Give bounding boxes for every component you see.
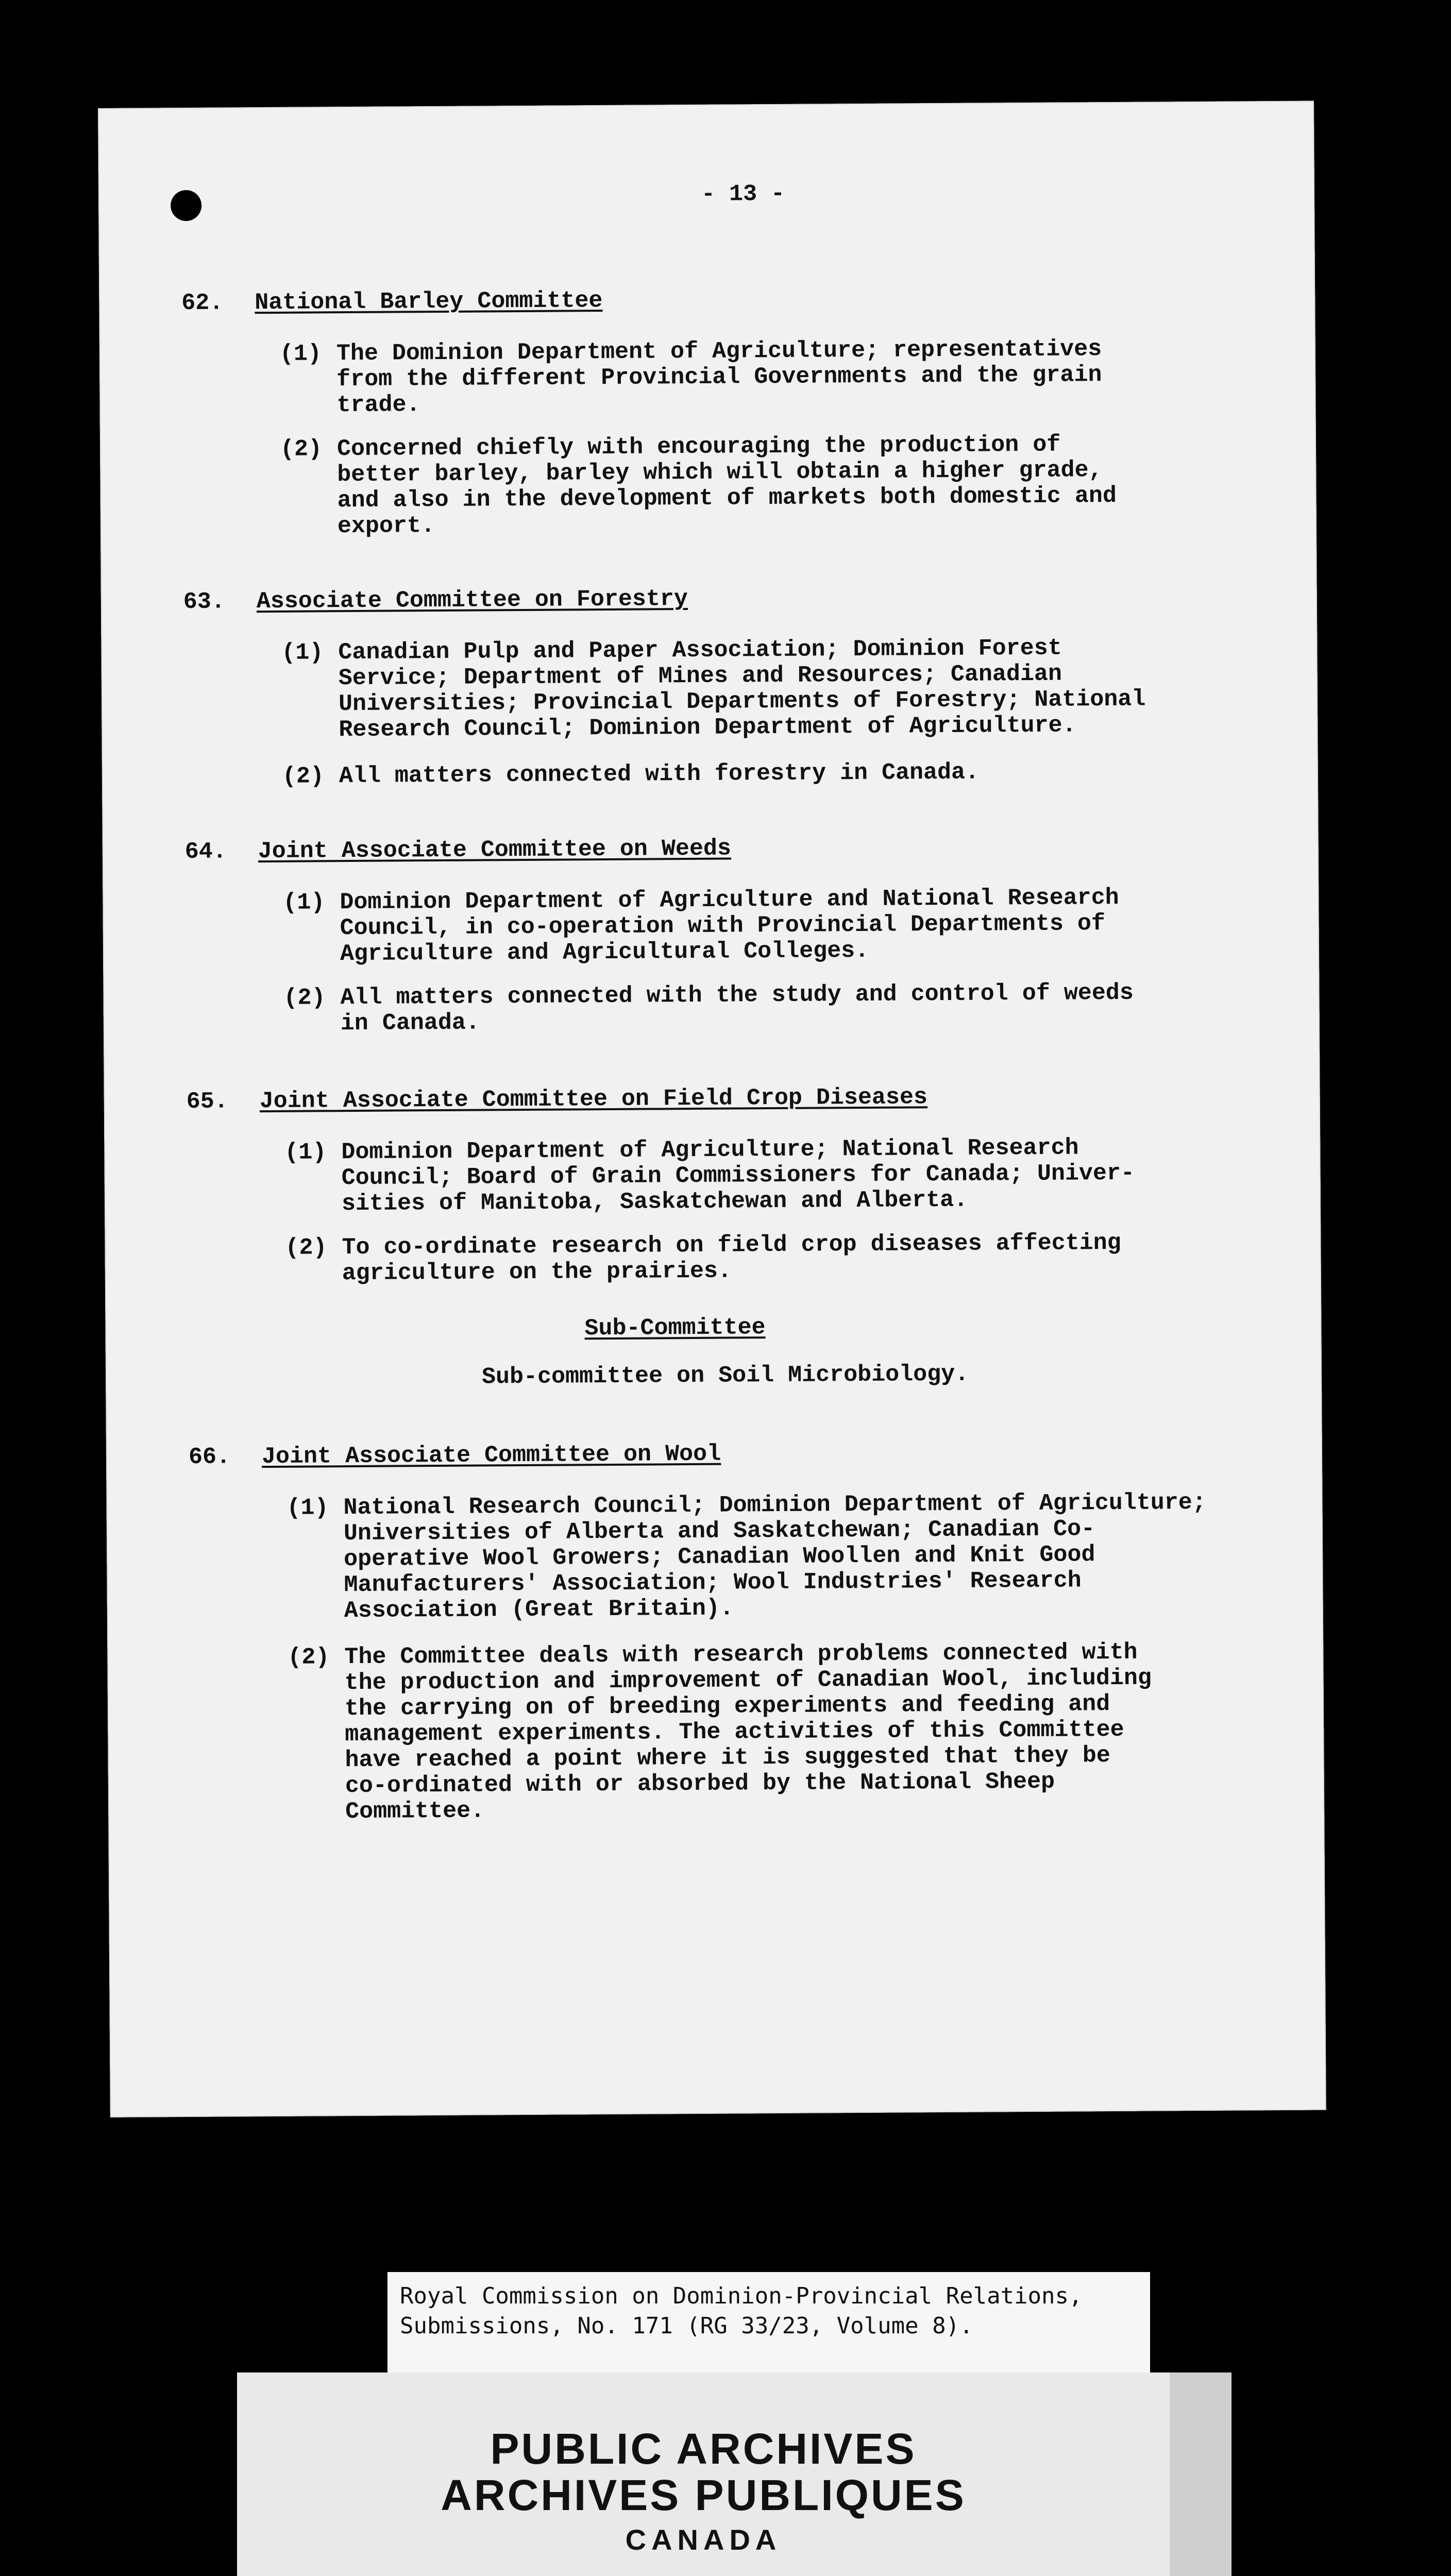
section-63 — [183, 583, 1318, 790]
section-title: Associate Committee on Forestry — [256, 586, 688, 615]
list-item — [283, 884, 1119, 993]
item-number: (1) — [286, 1495, 329, 1521]
section-number: 63. — [183, 588, 226, 616]
section-title: Joint Associate Committee on Field Crop Diseases — [259, 1084, 928, 1115]
item-text: All matters connected with the study and control of weeds in Canada. — [340, 979, 1134, 1037]
subheading: Sub-Committee — [584, 1314, 766, 1342]
page-number: - 13 - — [701, 180, 785, 208]
section-66 — [188, 1438, 1323, 1825]
section-number: 62. — [181, 290, 224, 317]
item-number: (1) — [279, 341, 322, 367]
section-62 — [181, 284, 1316, 540]
section-number: 65. — [186, 1088, 228, 1115]
stamp-line-canada: CANADA — [625, 2523, 782, 2556]
item-text: All matters connected with forestry in Canada. — [339, 759, 980, 790]
item-text: To co-ordinate research on field crop diseases affecting agriculture on the prairies. — [342, 1229, 1121, 1287]
typed-document-page — [98, 101, 1326, 2117]
subheading-text: Sub-committee on Soil Microbiology. — [481, 1361, 969, 1391]
item-text: Concerned chiefly with encouraging the production of better barley, barley which will obtain a higher grade, and also in the development of markets both domestic and export. — [336, 431, 1117, 540]
item-text: Dominion Department of Agriculture; National Research Council; Board of Grain Commissioners for Canada; Univer- sities of Manitoba, Saskatchewan and Alberta. — [341, 1134, 1135, 1217]
item-number: (1) — [281, 639, 324, 666]
item-text: The Dominion Department of Agriculture; representatives from the different Provincial Governments and the grain trade. — [336, 336, 1102, 419]
stamp-line-archives-publiques: ARCHIVES PUBLIQUES — [441, 2471, 966, 2519]
item-number: (2) — [288, 1644, 330, 1671]
item-number: (2) — [283, 985, 326, 1011]
archives-stamp — [237, 2372, 1231, 2576]
list-item — [288, 1639, 1152, 1825]
reference-card: Royal Commission on Dominion-Provincial Relations, Submissions, No. 171 (RG 33/23, Volume 8). — [387, 2272, 1150, 2375]
section-65 — [186, 1082, 1321, 1391]
section-number: 64. — [184, 838, 227, 865]
item-text: Canadian Pulp and Paper Association; Dominion Forest Service; Department of Mines and Resources; Canadian Universities; Provincial Departments of Forestry; National Research Council; Dominion Department of Agriculture. — [338, 635, 1146, 743]
item-number: (2) — [282, 763, 325, 790]
list-item — [281, 635, 1146, 743]
section-64 — [184, 833, 1320, 1037]
item-number: (1) — [284, 1139, 327, 1166]
item-text: National Research Council; Dominion Department of Agriculture; Universities of Alberta and Saskatchewan; Canadian Co- operative Wool Growers; Canadian Woollen and Knit Good Manufacturers' Association; Wool Industries' Research Association (Great Britain). — [343, 1489, 1207, 1624]
list-item — [283, 979, 1134, 1089]
stamp-line-public-archives: PUBLIC ARCHIVES — [490, 2425, 917, 2473]
item-text: Dominion Department of Agriculture and National Research Council, in co-operation with Provincial Departments of Agriculture and Agricultural Colleges. — [340, 884, 1119, 968]
item-number: (2) — [280, 436, 323, 463]
list-item — [286, 1489, 1207, 1624]
item-number: (2) — [285, 1234, 327, 1261]
section-title: Joint Associate Committee on Wool — [261, 1440, 721, 1470]
item-number: (1) — [283, 889, 325, 916]
list-item — [279, 336, 1102, 445]
section-title: Joint Associate Committee on Weeds — [258, 835, 732, 865]
section-number: 66. — [188, 1444, 231, 1470]
item-text: The Committee deals with research problems connected with the production and improvement of Canadian Wool, including the carrying on of breeding experiments and feeding and management experiments. The activities of this Committee have reached a point where it is suggested that they be co-ordinated with or absorbed by the National Sheep Committee. — [344, 1639, 1152, 1825]
section-title: National Barley Committee — [255, 287, 603, 316]
list-item — [280, 431, 1117, 540]
punch-hole-mark — [171, 190, 201, 221]
list-item — [284, 1134, 1135, 1243]
